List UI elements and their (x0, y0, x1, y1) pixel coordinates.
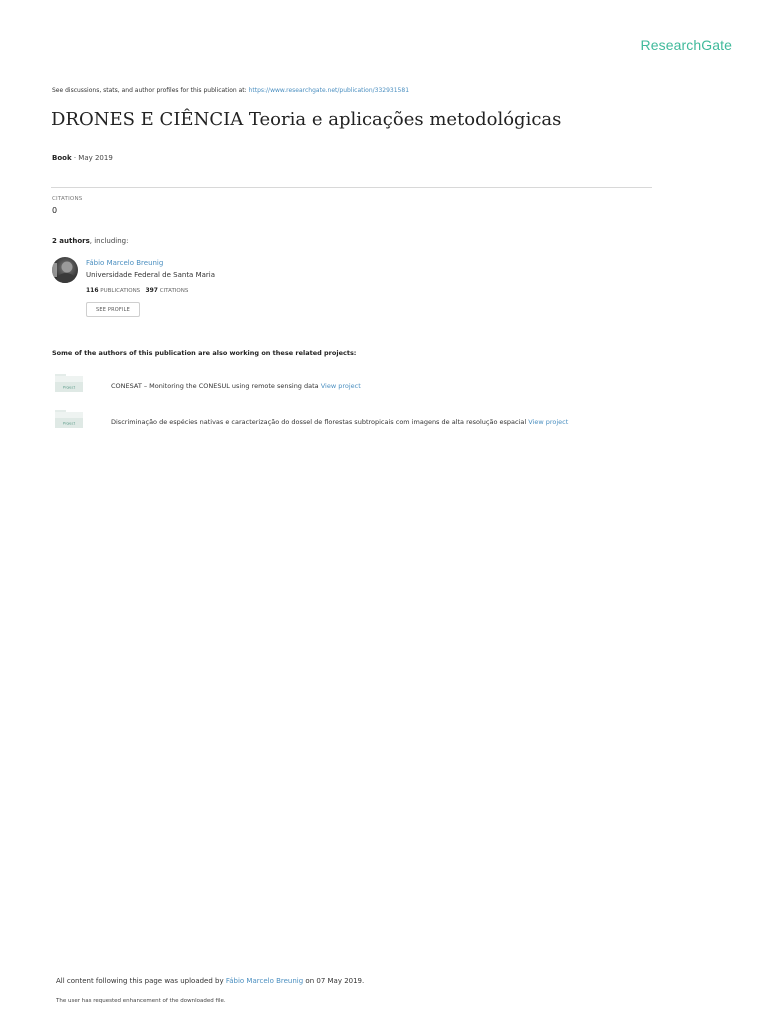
avatar-image (52, 257, 78, 283)
project-item (111, 382, 361, 390)
project-icon-label: Project (62, 421, 76, 426)
author-citations-count: 397 (145, 287, 158, 294)
project-icon[interactable] (55, 410, 83, 432)
upload-prefix: All content following this page was uploaded by (56, 977, 224, 985)
project-title: CONESAT – Monitoring the CONESUL using remote sensing data (111, 382, 319, 390)
divider (51, 187, 652, 188)
project-item (111, 418, 568, 426)
folder-icon (55, 410, 83, 428)
discussion-text: See discussions, stats, and author profiles for this publication at: (52, 87, 247, 94)
see-profile-button[interactable]: SEE PROFILE (86, 302, 140, 317)
discussion-line (52, 87, 409, 94)
upload-note (56, 977, 364, 985)
authors-count: 2 authors (52, 237, 90, 245)
researchgate-logo[interactable] (641, 37, 732, 53)
authors-suffix: , including: (89, 237, 129, 245)
authors-summary (52, 237, 128, 245)
project-icon-label: Project (62, 385, 76, 390)
view-project-link[interactable]: View project (320, 382, 361, 390)
author-publications-count: 116 (86, 287, 99, 294)
author-publications-label: PUBLICATIONS (100, 288, 141, 294)
publication-url-link[interactable]: https://www.researchgate.net/publication/332931581 (248, 87, 410, 94)
citations-label: CITATIONS (52, 196, 83, 202)
publication-date: · May 2019 (71, 154, 113, 162)
publication-title: DRONES E CIÊNCIA Teoria e aplicações metodológicas (51, 109, 562, 130)
publication-meta (52, 154, 113, 162)
project-title: Discriminação de espécies nativas e caracterização do dossel de florestas subtropicais com imagens de alta resolução espacial (111, 418, 527, 426)
related-projects-heading: Some of the authors of this publication are also working on these related projects: (52, 349, 357, 357)
citations-value: 0 (52, 206, 58, 215)
uploader-link[interactable]: Fábio Marcelo Breunig (225, 977, 304, 985)
author-stats (86, 287, 188, 294)
enhancement-note: The user has requested enhancement of the downloaded file. (56, 998, 226, 1004)
author-name-link[interactable]: Fábio Marcelo Breunig (86, 259, 164, 267)
folder-icon (55, 374, 83, 392)
view-project-link[interactable]: View project (528, 418, 569, 426)
author-avatar[interactable] (52, 257, 78, 283)
project-icon[interactable] (55, 374, 83, 396)
brand-name: ResearchGate (640, 37, 732, 53)
publication-type: Book (52, 154, 72, 162)
author-institution: Universidade Federal de Santa Maria (86, 271, 216, 279)
upload-suffix: on 07 May 2019. (305, 977, 365, 985)
author-citations-label: CITATIONS (159, 288, 189, 294)
